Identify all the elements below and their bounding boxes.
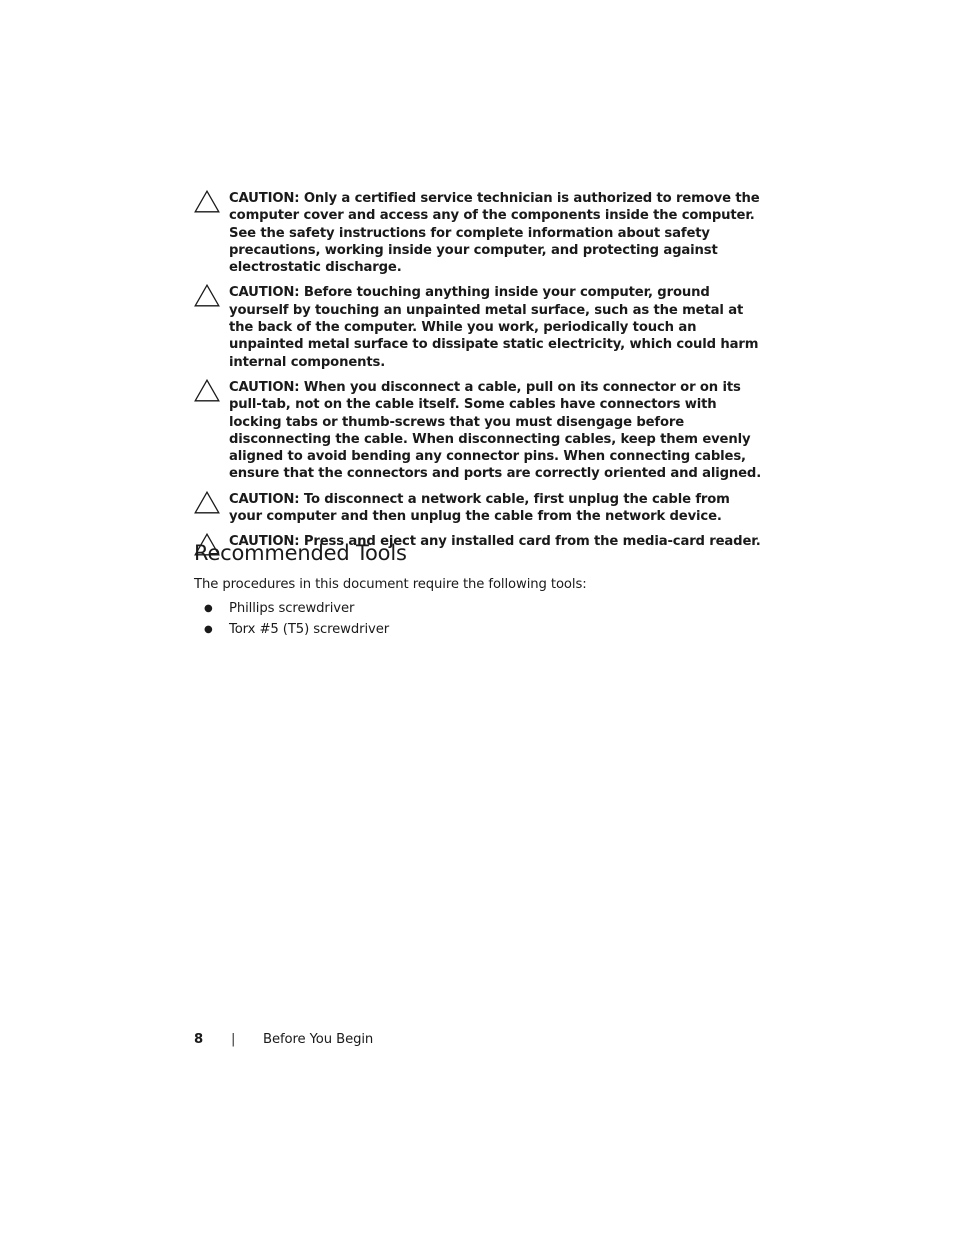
footer-chapter-title: Before You Begin [263,1032,374,1047]
caution-triangle-icon [194,284,220,307]
caution-triangle-icon [194,190,220,213]
caution-text: CAUTION: To disconnect a network cable, first unplug the cable from your computer and then unplug the cable from the network device. [229,491,730,525]
caution-notice [194,284,764,370]
tool-name: Torx #5 (T5) screwdriver [229,622,390,637]
caution-text: CAUTION: When you disconnect a cable, pull on its connector or on its pull-tab, not on the cable itself. Some cables have connectors with locking tabs or thumb-screws that you must disengage before disconnecting the cable. When disconnecting cables, keep them evenly aligned to avoid bending any connector pins. When connecting cables, ensure that the connectors and ports are correctly oriented and aligned. [229,379,762,482]
list-item [194,619,389,640]
caution-notice [194,491,764,526]
caution-notice [194,190,764,276]
bullet-icon: ● [204,624,213,635]
section-heading: Recommended Tools [194,541,407,565]
bullet-icon: ● [204,603,213,614]
section-intro: The procedures in this document require the following tools: [194,577,587,592]
list-item [194,598,389,619]
caution-notice [194,379,764,483]
caution-list [194,190,764,559]
page-number: 8 [194,1032,204,1047]
tools-list [194,598,389,640]
tool-name: Phillips screwdriver [229,601,355,616]
caution-triangle-icon [194,491,220,514]
caution-text: CAUTION: Press and eject any installed card from the media-card reader. [229,534,761,550]
caution-text: CAUTION: Only a certified service technician is authorized to remove the computer cover and access any of the components inside the computer. See the safety instructions for complete information about safety precautions, working inside your computer, and protecting against electrostatic discharge. [229,191,760,276]
caution-triangle-icon [194,379,220,402]
caution-text: CAUTION: Before touching anything inside your computer, ground yourself by touching an unpainted metal surface, such as the metal at the back of the computer. While you work, periodically touch an unpainted metal surface to dissipate static electricity, which could harm internal components. [229,285,759,370]
footer-separator: | [231,1032,236,1047]
